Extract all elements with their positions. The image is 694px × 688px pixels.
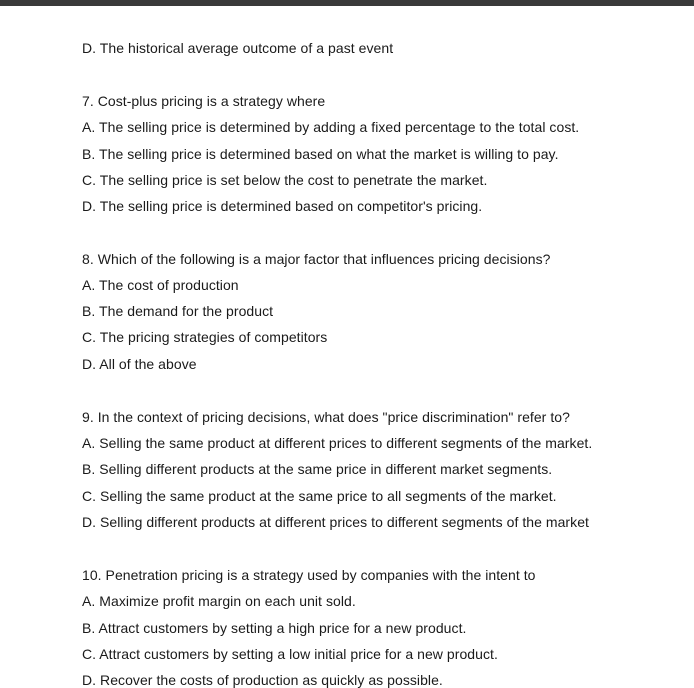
q10-question: 10. Penetration pricing is a strategy used by companies with the intent to bbox=[82, 567, 536, 583]
q7-option-b: B. The selling price is determined based on what the market is willing to pay. bbox=[82, 146, 559, 162]
q9-option-c: C. Selling the same product at the same price to all segments of the market. bbox=[82, 488, 557, 504]
q9-option-d: D. Selling different products at different prices to different segments of the market bbox=[82, 514, 589, 530]
q8-question: 8. Which of the following is a major factor that influences pricing decisions? bbox=[82, 251, 551, 267]
q9-option-b: B. Selling different products at the same price in different market segments. bbox=[82, 461, 553, 477]
q8-option-d: D. All of the above bbox=[82, 356, 197, 372]
q6-option-d: D. The historical average outcome of a past event bbox=[82, 40, 394, 56]
q10-option-b: B. Attract customers by setting a high price for a new product. bbox=[82, 620, 467, 636]
q7-option-d: D. The selling price is determined based on competitor's pricing. bbox=[82, 198, 483, 214]
q10-option-c: C. Attract customers by setting a low initial price for a new product. bbox=[82, 646, 498, 662]
q7-question: 7. Cost-plus pricing is a strategy where bbox=[82, 93, 326, 109]
q7-option-c: C. The selling price is set below the cost to penetrate the market. bbox=[82, 172, 488, 188]
q10-option-d: D. Recover the costs of production as quickly as possible. bbox=[82, 672, 443, 688]
q7-option-a: A. The selling price is determined by adding a fixed percentage to the total cost. bbox=[82, 119, 580, 135]
q9-question: 9. In the context of pricing decisions, what does "price discrimination" refer to? bbox=[82, 409, 570, 425]
q8-option-a: A. The cost of production bbox=[82, 277, 239, 293]
q9-option-a: A. Selling the same product at different prices to different segments of the market. bbox=[82, 435, 593, 451]
q10-option-a: A. Maximize profit margin on each unit sold. bbox=[82, 593, 356, 609]
window-top-bar bbox=[0, 0, 694, 6]
q8-option-c: C. The pricing strategies of competitors bbox=[82, 329, 328, 345]
q8-option-b: B. The demand for the product bbox=[82, 303, 274, 319]
